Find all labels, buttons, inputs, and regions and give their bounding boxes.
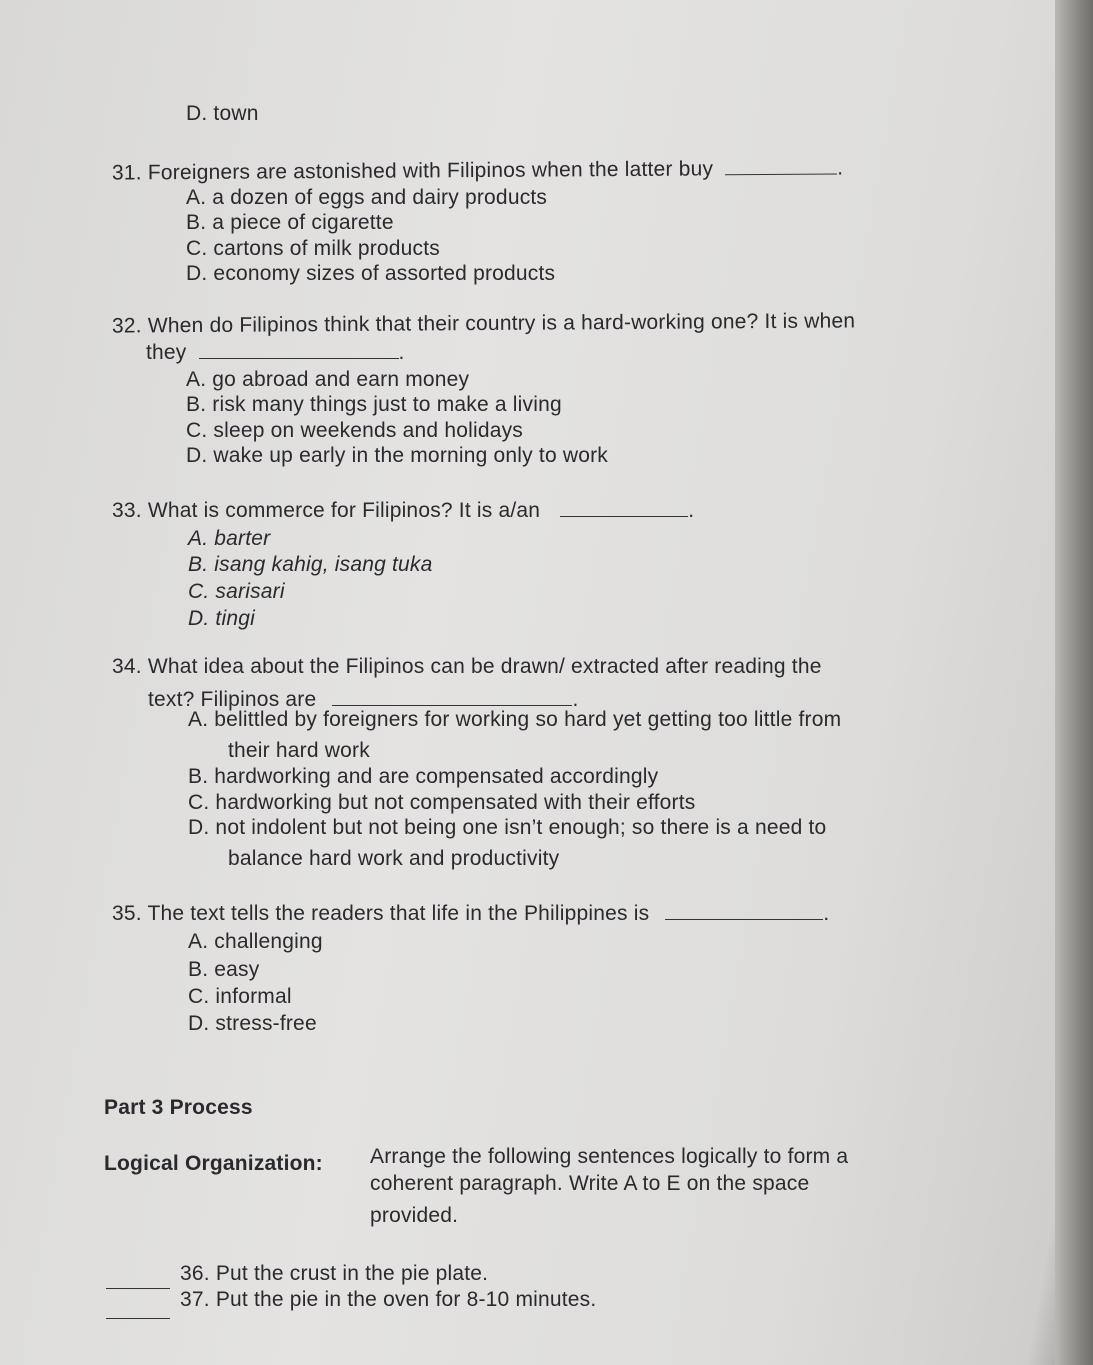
- part3-instruction-line2: coherent paragraph. Write A to E on the space: [370, 1172, 810, 1195]
- q34-option-b: B. hardworking and are compensated accordingly: [188, 765, 659, 788]
- q35-option-c: C. informal: [188, 985, 292, 1008]
- part3-heading: Part 3 Process: [104, 1096, 253, 1119]
- part3-instruction-line1: Arrange the following sentences logically to form a: [370, 1145, 849, 1168]
- q33-answer-blank: [560, 498, 688, 517]
- q33-option-c: C. sarisari: [188, 580, 285, 603]
- part3-instruction-line3: provided.: [370, 1204, 459, 1227]
- q32-answer-blank: [199, 340, 399, 359]
- q33-option-d: D. tingi: [188, 607, 255, 630]
- q34-stem-line2: text? Filipinos are .: [148, 688, 579, 711]
- q34-option-d-line1: D. not indolent but not being one isn’t enough; so there is a need to: [188, 816, 827, 839]
- q34-option-a-line2: their hard work: [228, 739, 370, 762]
- q33-stem-text: 33. What is commerce for Filipinos? It is a/an: [112, 499, 541, 522]
- q34-option-a-line1: A. belittled by foreigners for working so hard yet getting too little from: [188, 708, 842, 731]
- q32-stem-line1: 32. When do Filipinos think that their country is a hard-working one? It is when: [111, 309, 856, 338]
- q34-option-c: C. hardworking but not compensated with their efforts: [188, 791, 696, 814]
- q32-option-d: D. wake up early in the morning only to work: [186, 444, 608, 467]
- q30-option-d: D. town: [186, 102, 259, 125]
- q35-stem: 35. The text tells the readers that life in the Philippines is .: [112, 902, 830, 925]
- item37-answer-blank: [106, 1318, 170, 1319]
- q34-stem-text: text? Filipinos are: [148, 688, 317, 711]
- q34-answer-blank: [332, 687, 572, 706]
- q32-option-c: C. sleep on weekends and holidays: [186, 419, 523, 442]
- q33-option-a: A. barter: [188, 527, 271, 550]
- page-edge-shadow: [1055, 0, 1093, 1365]
- q33-option-b: B. isang kahig, isang tuka: [188, 553, 433, 576]
- item36: 36. Put the crust in the pie plate.: [180, 1262, 489, 1285]
- q34-option-d-line2: balance hard work and productivity: [228, 847, 560, 870]
- q35-option-d: D. stress-free: [188, 1012, 317, 1035]
- q32-option-a: A. go abroad and earn money: [186, 368, 470, 391]
- q35-option-a: A. challenging: [188, 930, 323, 953]
- part3-label: Logical Organization:: [104, 1152, 323, 1175]
- q31-option-a: A. a dozen of eggs and dairy products: [186, 186, 548, 209]
- q31-stem: 31. Foreigners are astonished with Filipinos when the latter buy .: [111, 156, 844, 185]
- q35-stem-text: 35. The text tells the readers that life in the Philippines is: [112, 902, 650, 925]
- q35-answer-blank: [665, 901, 823, 920]
- q34-stem-line1: 34. What idea about the Filipinos can be drawn/ extracted after reading the: [112, 655, 822, 678]
- item37: 37. Put the pie in the oven for 8-10 minutes.: [180, 1288, 597, 1311]
- q32-option-b: B. risk many things just to make a living: [186, 393, 562, 416]
- q35-option-b: B. easy: [188, 958, 260, 981]
- q31-option-b: B. a piece of cigarette: [186, 211, 394, 234]
- q32-stem-line2: they .: [146, 341, 405, 364]
- q31-stem-text: 31. Foreigners are astonished with Filipinos when the latter buy: [111, 157, 714, 185]
- q31-option-d: D. economy sizes of assorted products: [186, 262, 556, 285]
- q31-answer-blank: [725, 155, 837, 175]
- q31-option-c: C. cartons of milk products: [186, 237, 440, 260]
- item36-answer-blank: [106, 1288, 170, 1289]
- q32-stem-text: they: [146, 341, 187, 364]
- q33-stem: 33. What is commerce for Filipinos? It is a/an .: [112, 499, 695, 522]
